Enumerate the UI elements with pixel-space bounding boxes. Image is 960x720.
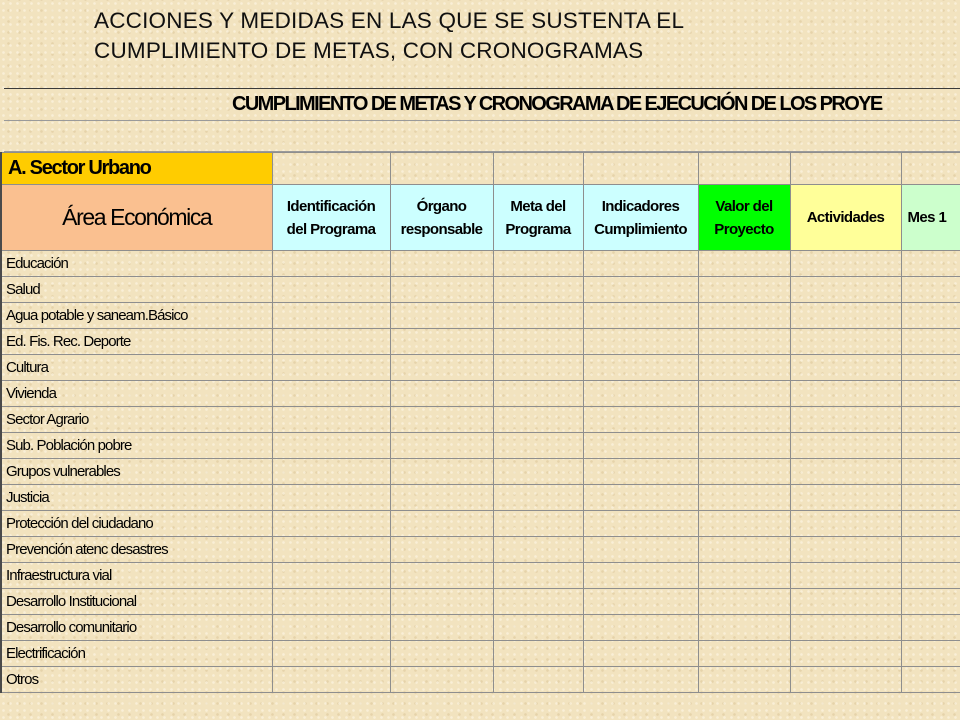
table-cell[interactable] (583, 459, 698, 485)
header-meta[interactable] (493, 185, 583, 251)
row-label[interactable]: Desarrollo comunitario (1, 615, 272, 641)
header-organo[interactable] (390, 185, 493, 251)
table-cell[interactable] (790, 459, 901, 485)
table-cell[interactable] (790, 153, 901, 185)
table-cell[interactable] (390, 641, 493, 667)
table-row (1, 459, 960, 485)
table-row (1, 641, 960, 667)
header-indicadores-line2: Cumplimiento (594, 220, 687, 238)
header-valor-line1: Valor del (715, 197, 773, 215)
table-cell[interactable] (698, 251, 790, 277)
table-cell[interactable] (790, 563, 901, 589)
table-cell[interactable] (493, 641, 583, 667)
row-label[interactable]: Prevención atenc desastres (1, 537, 272, 563)
empty-row (4, 120, 960, 152)
table-cell[interactable] (390, 251, 493, 277)
table-row (1, 563, 960, 589)
header-identificacion-line1: Identificación (286, 197, 376, 215)
table-cell[interactable] (901, 277, 960, 303)
table-cell[interactable] (790, 511, 901, 537)
table-cell[interactable] (790, 667, 901, 693)
table-cell[interactable] (698, 641, 790, 667)
table-cell[interactable] (901, 355, 960, 381)
table-cell[interactable] (493, 667, 583, 693)
table-cell[interactable] (493, 407, 583, 433)
row-label[interactable]: Electrificación (1, 641, 272, 667)
table-cell[interactable] (583, 615, 698, 641)
table-cell[interactable] (493, 153, 583, 185)
table-cell[interactable] (493, 381, 583, 407)
row-label[interactable]: Cultura (1, 355, 272, 381)
header-actividades[interactable]: Actividades (790, 185, 901, 251)
table-row (1, 667, 960, 693)
table-cell[interactable] (698, 433, 790, 459)
table-row (1, 381, 960, 407)
table-cell[interactable] (390, 563, 493, 589)
table-cell[interactable] (583, 381, 698, 407)
table-cell[interactable] (901, 589, 960, 615)
table-cell[interactable] (272, 459, 390, 485)
table-cell[interactable] (698, 667, 790, 693)
header-meta-line1: Meta del (510, 197, 566, 215)
table-cell[interactable] (901, 251, 960, 277)
table-cell[interactable] (698, 615, 790, 641)
table-cell[interactable] (390, 381, 493, 407)
table-cell[interactable] (790, 485, 901, 511)
table-cell[interactable] (493, 615, 583, 641)
table-cell[interactable] (790, 615, 901, 641)
table-cell[interactable] (583, 433, 698, 459)
table-cell[interactable] (698, 563, 790, 589)
table-cell[interactable] (272, 485, 390, 511)
table-cell[interactable] (390, 153, 493, 185)
table-cell[interactable] (390, 615, 493, 641)
table-cell[interactable] (698, 303, 790, 329)
sector-label[interactable]: A. Sector Urbano (1, 153, 272, 185)
table-cell[interactable] (272, 303, 390, 329)
table-cell[interactable] (901, 563, 960, 589)
table-cell[interactable] (790, 589, 901, 615)
sheet-title-row (4, 88, 960, 120)
table-cell[interactable] (901, 329, 960, 355)
row-label[interactable]: Otros (1, 667, 272, 693)
table-cell[interactable] (272, 511, 390, 537)
table-row (1, 537, 960, 563)
header-organo-line2: responsable (400, 220, 483, 238)
table-cell[interactable] (790, 537, 901, 563)
table-cell[interactable] (390, 459, 493, 485)
table-cell[interactable] (901, 537, 960, 563)
table-cell[interactable] (272, 615, 390, 641)
table-cell[interactable] (272, 433, 390, 459)
table-row (1, 485, 960, 511)
row-label[interactable]: Ed. Fis. Rec. Deporte (1, 329, 272, 355)
table-cell[interactable] (583, 303, 698, 329)
table-cell[interactable] (493, 537, 583, 563)
header-identificacion-line2: del Programa (286, 220, 376, 238)
table-cell[interactable] (493, 277, 583, 303)
row-label[interactable]: Vivienda (1, 381, 272, 407)
table-cell[interactable] (698, 329, 790, 355)
table-cell[interactable] (790, 277, 901, 303)
row-label[interactable]: Sector Agrario (1, 407, 272, 433)
table-cell[interactable] (698, 459, 790, 485)
table-cell[interactable] (390, 433, 493, 459)
table-cell[interactable] (493, 433, 583, 459)
table-cell[interactable] (583, 153, 698, 185)
table-cell[interactable] (390, 277, 493, 303)
table-row (1, 511, 960, 537)
table-cell[interactable] (790, 641, 901, 667)
table-cell[interactable] (698, 589, 790, 615)
table-cell[interactable] (698, 381, 790, 407)
table-cell[interactable] (901, 641, 960, 667)
table-cell[interactable] (583, 355, 698, 381)
heading-line-1: ACCIONES Y MEDIDAS EN LAS QUE SE SUSTENTA EL (94, 8, 685, 33)
table-cell[interactable] (698, 277, 790, 303)
table-cell[interactable] (390, 407, 493, 433)
spreadsheet (0, 88, 960, 694)
table-row (1, 355, 960, 381)
table-cell[interactable] (790, 251, 901, 277)
table-cell[interactable] (272, 277, 390, 303)
sheet-title: CUMPLIMIENTO DE METAS Y CRONOGRAMA DE EJECUCIÓN DE LOS PROYE (232, 93, 882, 115)
table-cell[interactable] (272, 381, 390, 407)
table-cell[interactable] (272, 251, 390, 277)
table-cell[interactable] (272, 589, 390, 615)
header-meta-line2: Programa (505, 220, 571, 238)
header-valor[interactable] (698, 185, 790, 251)
table-cell[interactable] (901, 381, 960, 407)
header-row (1, 185, 960, 251)
table-cell[interactable] (272, 667, 390, 693)
table-cell[interactable] (790, 407, 901, 433)
heading-line-2: CUMPLIMIENTO DE METAS, CON CRONOGRAMAS (94, 38, 644, 63)
table-cell[interactable] (493, 589, 583, 615)
header-indicadores-line1: Indicadores (601, 197, 680, 215)
row-label[interactable]: Educación (1, 251, 272, 277)
row-label[interactable]: Grupos vulnerables (1, 459, 272, 485)
table-cell[interactable] (493, 329, 583, 355)
table-cell[interactable] (790, 433, 901, 459)
table-cell[interactable] (583, 329, 698, 355)
table-cell[interactable] (583, 251, 698, 277)
table-cell[interactable] (698, 407, 790, 433)
table-cell[interactable] (583, 563, 698, 589)
table-row (1, 433, 960, 459)
table-cell[interactable] (390, 485, 493, 511)
table-cell[interactable] (901, 511, 960, 537)
row-label[interactable]: Desarrollo Institucional (1, 589, 272, 615)
table-cell[interactable] (390, 329, 493, 355)
table-cell[interactable] (493, 355, 583, 381)
table-cell[interactable] (583, 511, 698, 537)
header-mes[interactable]: Mes 1 (901, 185, 960, 251)
table-cell[interactable] (698, 355, 790, 381)
table-cell[interactable] (583, 537, 698, 563)
table-cell[interactable] (698, 485, 790, 511)
table-cell[interactable] (493, 563, 583, 589)
table-cell[interactable] (901, 485, 960, 511)
row-label[interactable]: Agua potable y saneam.Básico (1, 303, 272, 329)
table-cell[interactable] (390, 537, 493, 563)
row-label[interactable]: Salud (1, 277, 272, 303)
table-cell[interactable] (493, 303, 583, 329)
slide-heading (94, 6, 949, 66)
table-row (1, 407, 960, 433)
table-cell[interactable] (272, 355, 390, 381)
header-indicadores[interactable] (583, 185, 698, 251)
table-cell[interactable] (493, 511, 583, 537)
table-cell[interactable] (901, 153, 960, 185)
table-cell[interactable] (901, 615, 960, 641)
table-row (1, 251, 960, 277)
table-cell[interactable] (390, 589, 493, 615)
table-cell[interactable] (901, 667, 960, 693)
table-cell[interactable] (272, 407, 390, 433)
table-cell[interactable] (901, 459, 960, 485)
table-cell[interactable] (583, 641, 698, 667)
table-cell[interactable] (272, 537, 390, 563)
table-cell[interactable] (390, 303, 493, 329)
table-cell[interactable] (583, 407, 698, 433)
table-cell[interactable] (790, 329, 901, 355)
table-cell[interactable] (493, 251, 583, 277)
sector-row (1, 153, 960, 185)
table-cell[interactable] (901, 303, 960, 329)
row-label[interactable]: Justicia (1, 485, 272, 511)
table-cell[interactable] (272, 641, 390, 667)
table-cell[interactable] (698, 153, 790, 185)
header-identificacion[interactable] (272, 185, 390, 251)
table-cell[interactable] (493, 485, 583, 511)
table-cell[interactable] (390, 355, 493, 381)
table-cell[interactable] (698, 511, 790, 537)
table-row (1, 329, 960, 355)
area-header[interactable]: Área Económica (1, 185, 272, 251)
table-cell[interactable] (390, 667, 493, 693)
row-label[interactable]: Sub. Población pobre (1, 433, 272, 459)
header-valor-line2: Proyecto (714, 220, 774, 238)
table-cell[interactable] (583, 667, 698, 693)
table-cell[interactable] (583, 589, 698, 615)
table-cell[interactable] (493, 459, 583, 485)
table-row (1, 589, 960, 615)
table-cell[interactable] (583, 277, 698, 303)
table-cell[interactable] (272, 329, 390, 355)
table-cell[interactable] (698, 537, 790, 563)
table-cell[interactable] (390, 511, 493, 537)
table-row (1, 303, 960, 329)
table-cell[interactable] (790, 355, 901, 381)
table-row (1, 277, 960, 303)
table-row (1, 615, 960, 641)
row-label[interactable]: Protección del ciudadano (1, 511, 272, 537)
table-cell[interactable] (790, 303, 901, 329)
table-cell[interactable] (272, 153, 390, 185)
schedule-table (0, 152, 960, 693)
row-label[interactable]: Infraestructura vial (1, 563, 272, 589)
table-cell[interactable] (272, 563, 390, 589)
table-cell[interactable] (901, 407, 960, 433)
table-cell[interactable] (583, 485, 698, 511)
table-cell[interactable] (901, 433, 960, 459)
header-organo-line1: Órgano (416, 197, 467, 215)
table-cell[interactable] (790, 381, 901, 407)
